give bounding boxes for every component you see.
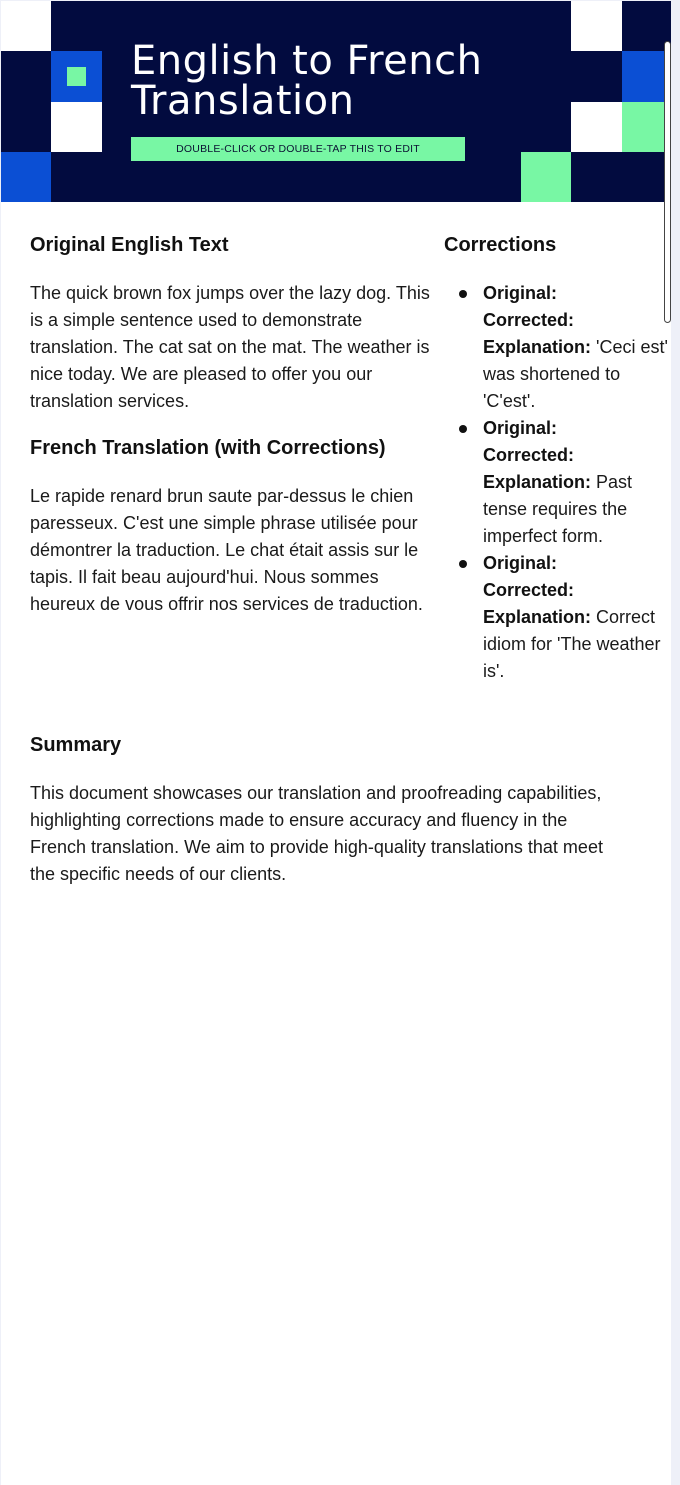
summary-heading: Summary [30, 734, 122, 756]
original-label: Original: [483, 553, 558, 573]
bullet-icon [459, 560, 467, 568]
explanation-label: Explanation: [483, 472, 592, 492]
decor-square [571, 102, 622, 152]
original-label: Original: [483, 283, 558, 303]
corrected-label: Corrected: [483, 580, 575, 600]
explanation-text: Past tense requires the imperfect form. [483, 472, 633, 546]
decor-square [571, 1, 622, 51]
translation-heading: French Translation (with Corrections) [30, 437, 386, 459]
original-text: The quick brown fox jumps over the lazy dog. This is a simple sentence used to demonstrate translation. The cat sat on the mat. The weather is nice today. We are pleased to offer you our translation services. [30, 283, 430, 411]
correction-item [459, 550, 671, 685]
decor-square [521, 152, 571, 202]
original-heading: Original English Text [30, 234, 229, 256]
translation-text: Le rapide renard brun saute par-dessus le chien paresseux. C'est une simple phrase utilisée pour démontrer la traduction. Le chat était assis sur le tapis. Il fait beau aujourd'hui. Nous sommes heureux de vous offrir nos services de traduction. [30, 486, 423, 614]
bullet-icon [459, 425, 467, 433]
explanation-label: Explanation: [483, 607, 592, 627]
banner-title: English to French Translation [131, 38, 483, 124]
correction-item [459, 280, 671, 415]
explanation-text: 'Ceci est' was shortened to 'C'est'. [483, 337, 668, 411]
original-label: Original: [483, 418, 558, 438]
bullet-icon [459, 290, 467, 298]
summary-text: This document showcases our translation and proofreading capabilities, highlighting corrections made to ensure accuracy and fluency in the French translation. We aim to provide high-quality translations that meet the specific needs of our clients. [30, 783, 603, 884]
decor-square [1, 1, 51, 51]
document-page [1, 1, 671, 1485]
explanation [483, 604, 671, 685]
corrections-heading: Corrections [444, 234, 557, 256]
explanation-text: Correct idiom for 'The weather is'. [483, 607, 661, 681]
edit-hint-bar[interactable]: DOUBLE-CLICK OR DOUBLE-TAP THIS TO EDIT [131, 137, 465, 161]
corrected-label: Corrected: [483, 445, 575, 465]
decor-square [67, 67, 86, 86]
explanation [483, 469, 671, 550]
explanation [483, 334, 671, 415]
header-banner[interactable] [1, 1, 671, 202]
decor-square [51, 102, 102, 152]
corrections-list [459, 280, 671, 685]
correction-item [459, 415, 671, 550]
corrected-label: Corrected: [483, 310, 575, 330]
decor-square [1, 152, 51, 202]
scrollbar[interactable] [664, 41, 671, 323]
explanation-label: Explanation: [483, 337, 592, 357]
